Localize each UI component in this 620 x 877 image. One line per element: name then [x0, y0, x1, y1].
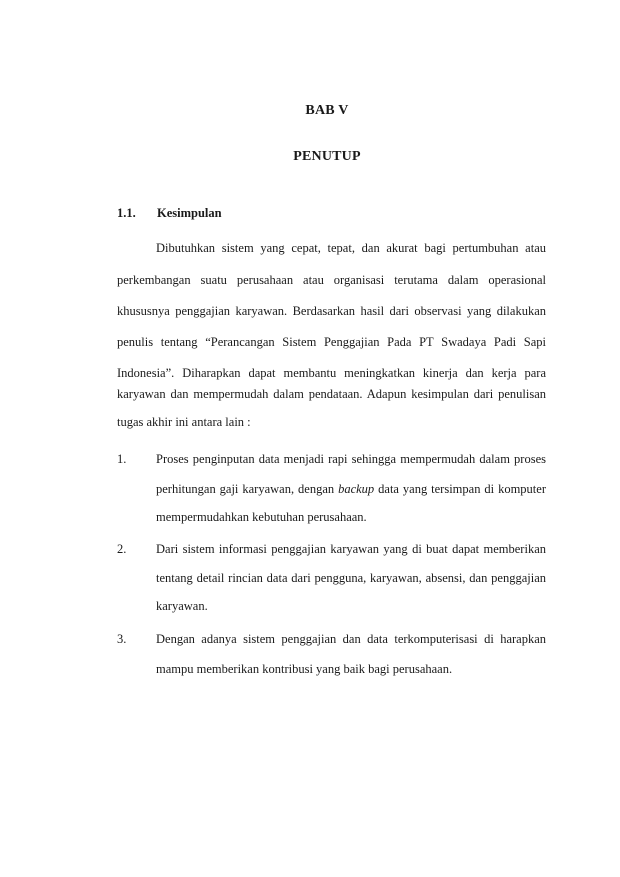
- list-item-number: 3.: [117, 632, 127, 646]
- paragraph-line: karyawan dan mempermudah dalam pendataan. Adapun kesimpulan dari penulisan: [117, 387, 546, 401]
- section-number: 1.1.: [117, 206, 136, 220]
- list-item-line: Dengan adanya sistem penggajian dan data terkomputerisasi di harapkan: [156, 632, 546, 646]
- list-item-line: karyawan.: [156, 599, 208, 613]
- chapter-title: PENUTUP: [293, 149, 361, 164]
- list-item-text: data yang tersimpan di komputer: [374, 482, 546, 496]
- list-item-line: mampu memberikan kontribusi yang baik bagi perusahaan.: [156, 662, 453, 676]
- section-title: Kesimpulan: [157, 206, 222, 220]
- chapter-number: BAB V: [305, 103, 349, 118]
- paragraph-line: penulis tentang “Perancangan Sistem Penggajian Pada PT Swadaya Padi Sapi: [117, 335, 546, 349]
- list-item-line: [156, 481, 546, 497]
- list-item-line: tentang detail rincian data dari pengguna, karyawan, absensi, dan penggajian: [156, 571, 546, 585]
- list-item-number: 1.: [117, 452, 127, 466]
- paragraph-line: Indonesia”. Diharapkan dapat membantu meningkatkan kinerja dan kerja para: [117, 366, 546, 380]
- list-item-line: Proses penginputan data menjadi rapi sehingga mempermudah dalam proses: [156, 452, 546, 466]
- paragraph-line: Dibutuhkan sistem yang cepat, tepat, dan akurat bagi pertumbuhan atau: [156, 241, 546, 255]
- list-item-number: 2.: [117, 542, 127, 556]
- section-heading: [117, 206, 222, 221]
- list-item-line: Dari sistem informasi penggajian karyawan yang di buat dapat memberikan: [156, 542, 546, 556]
- list-item-italic-term: backup: [338, 482, 375, 496]
- list-item-text: perhitungan gaji karyawan, dengan: [156, 482, 339, 496]
- paragraph-line: tugas akhir ini antara lain :: [117, 415, 251, 429]
- list-item-line: mempermudahkan kebutuhan perusahaan.: [156, 510, 367, 524]
- paragraph-line: perkembangan suatu perusahaan atau organisasi terutama dalam operasional: [117, 273, 546, 287]
- paragraph-line: khususnya penggajian karyawan. Berdasarkan hasil dari observasi yang dilakukan: [117, 304, 546, 318]
